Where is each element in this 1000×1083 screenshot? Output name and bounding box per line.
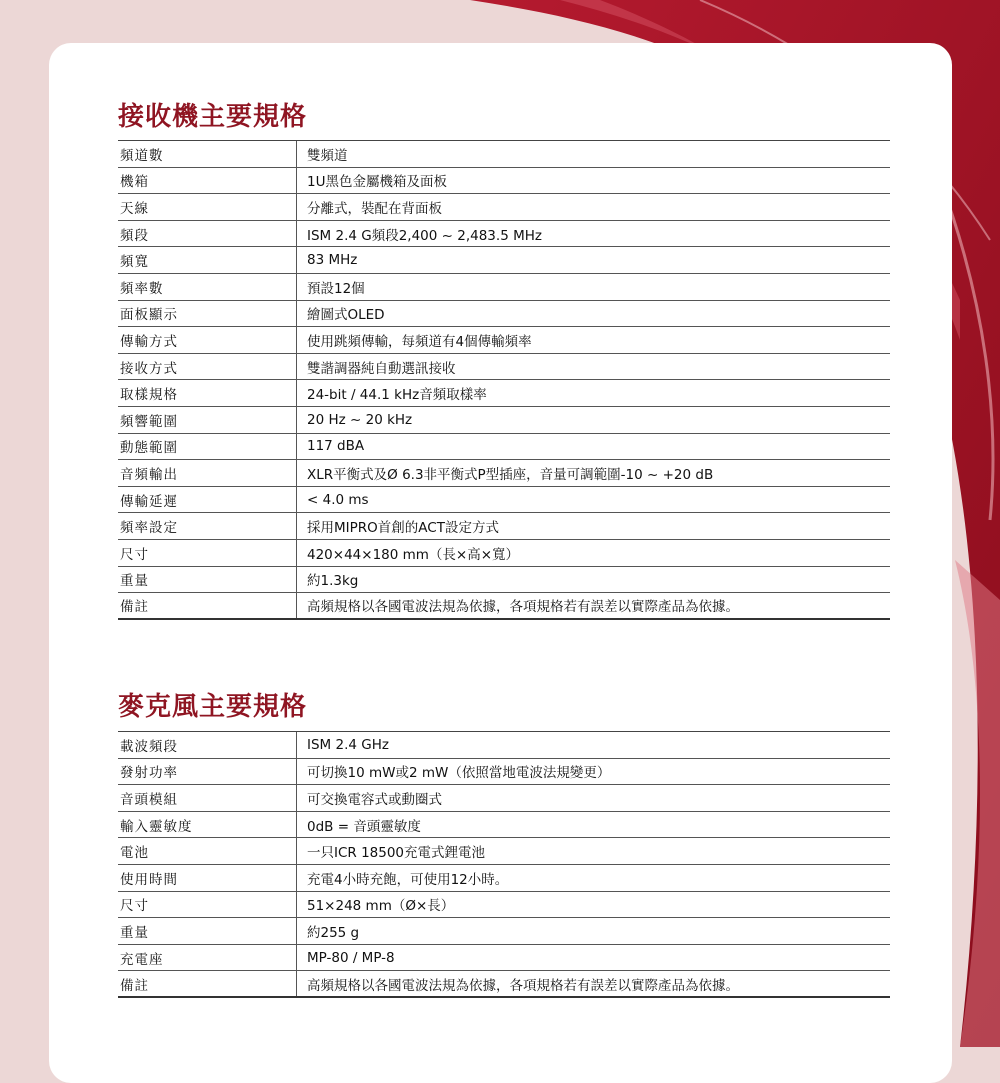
spec-value: < 4.0 ms (296, 487, 890, 513)
spec-value: 51×248 mm（Ø×長） (296, 892, 890, 918)
spec-row (118, 487, 890, 514)
spec-value: 20 Hz ~ 20 kHz (296, 407, 890, 433)
spec-value: 420×44×180 mm（長×高×寬） (296, 540, 890, 566)
spec-row (118, 247, 890, 274)
spec-value: 高頻規格以各國電波法規為依據，各項規格若有誤差以實際產品為依據。 (296, 971, 890, 996)
spec-value: 分離式，裝配在背面板 (296, 194, 890, 220)
spec-row (118, 274, 890, 301)
spec-label: 載波頻段 (120, 738, 178, 755)
spec-row (118, 732, 890, 759)
spec-label: 面板顯示 (120, 307, 178, 324)
spec-row (118, 194, 890, 221)
spec-row (118, 380, 890, 407)
spec-value: 1U黑色金屬機箱及面板 (296, 168, 890, 194)
spec-value: 117 dBA (296, 434, 890, 460)
spec-label: 傳輸方式 (120, 333, 178, 350)
spec-value: 0dB = 音頭靈敏度 (296, 812, 890, 838)
spec-row (118, 141, 890, 168)
spec-label: 充電座 (120, 951, 164, 968)
spec-row (118, 567, 890, 594)
spec-label: 備註 (120, 977, 149, 994)
spec-label: 傳輸延遲 (120, 493, 178, 510)
spec-row (118, 812, 890, 839)
spec-row (118, 971, 890, 998)
spec-label: 機箱 (120, 174, 149, 191)
spec-label: 頻率數 (120, 280, 164, 297)
spec-row (118, 354, 890, 381)
spec-value: 繪圖式OLED (296, 301, 890, 327)
spec-row (118, 301, 890, 328)
spec-label: 頻段 (120, 227, 149, 244)
spec-row (118, 785, 890, 812)
spec-value: 24-bit / 44.1 kHz音頻取樣率 (296, 380, 890, 406)
microphone-specs-table (118, 731, 890, 998)
spec-value: 可交換電容式或動圈式 (296, 785, 890, 811)
spec-row (118, 945, 890, 972)
spec-label: 頻道數 (120, 147, 164, 164)
spec-row (118, 540, 890, 567)
spec-value: ISM 2.4 GHz (296, 732, 890, 758)
spec-row (118, 593, 890, 620)
spec-label: 電池 (120, 845, 149, 862)
spec-value: 高頻規格以各國電波法規為依據，各項規格若有誤差以實際產品為依據。 (296, 593, 890, 618)
spec-row (118, 918, 890, 945)
spec-label: 頻響範圍 (120, 413, 178, 430)
spec-row (118, 892, 890, 919)
spec-label: 備註 (120, 599, 149, 616)
spec-row (118, 759, 890, 786)
spec-row (118, 460, 890, 487)
spec-value: MP-80 / MP-8 (296, 945, 890, 971)
spec-value: 83 MHz (296, 247, 890, 273)
spec-label: 重量 (120, 573, 149, 590)
spec-value: 一只ICR 18500充電式鋰電池 (296, 838, 890, 864)
spec-value: XLR平衡式及Ø 6.3非平衡式P型插座，音量可調範圍-10 ~ +20 dB (296, 460, 890, 486)
spec-label: 天線 (120, 200, 149, 217)
spec-value: 採用MIPRO首創的ACT設定方式 (296, 513, 890, 539)
spec-value: ISM 2.4 G頻段2,400 ~ 2,483.5 MHz (296, 221, 890, 247)
spec-value: 約255 g (296, 918, 890, 944)
spec-value: 使用跳頻傳輸，每頻道有4個傳輸頻率 (296, 327, 890, 353)
spec-label: 尺寸 (120, 898, 149, 915)
spec-label: 頻率設定 (120, 520, 178, 537)
spec-label: 使用時間 (120, 871, 178, 888)
spec-row (118, 407, 890, 434)
spec-value: 約1.3kg (296, 567, 890, 593)
spec-row (118, 434, 890, 461)
spec-label: 動態範圍 (120, 440, 178, 457)
spec-label: 重量 (120, 924, 149, 941)
spec-row (118, 865, 890, 892)
spec-value: 可切換10 mW或2 mW（依照當地電波法規變更） (296, 759, 890, 785)
spec-label: 取樣規格 (120, 387, 178, 404)
spec-label: 接收方式 (120, 360, 178, 377)
spec-value: 雙諧調器純自動選訊接收 (296, 354, 890, 380)
spec-label: 發射功率 (120, 765, 178, 782)
spec-row (118, 168, 890, 195)
spec-value: 充電4小時充飽，可使用12小時。 (296, 865, 890, 891)
spec-row (118, 327, 890, 354)
spec-label: 尺寸 (120, 546, 149, 563)
microphone-specs-title: 麥克風主要規格 (118, 692, 308, 722)
receiver-specs-title: 接收機主要規格 (118, 102, 308, 132)
spec-label: 頻寬 (120, 254, 149, 271)
spec-value: 雙頻道 (296, 141, 890, 167)
spec-row (118, 513, 890, 540)
spec-value: 預設12個 (296, 274, 890, 300)
spec-row (118, 838, 890, 865)
spec-label: 輸入靈敏度 (120, 818, 193, 835)
spec-label: 音頻輸出 (120, 466, 178, 483)
receiver-specs-table (118, 140, 890, 620)
spec-row (118, 221, 890, 248)
spec-label: 音頭模組 (120, 791, 178, 808)
